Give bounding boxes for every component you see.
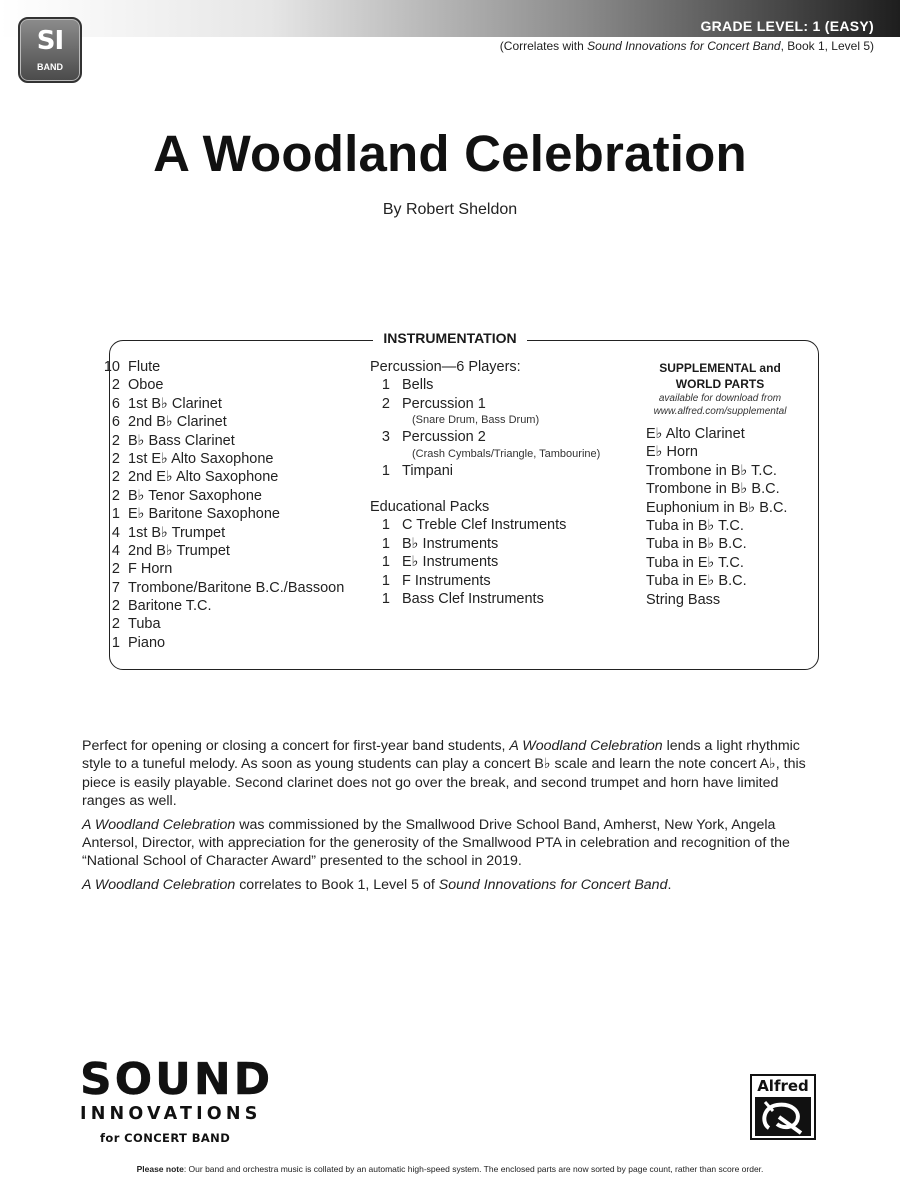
- list-item: 1 F Instruments: [381, 572, 491, 589]
- correlates-suffix: , Book 1, Level 5): [780, 39, 874, 53]
- correlates-note: [500, 39, 874, 53]
- list-item: Tuba in B♭ B.C.: [646, 536, 747, 553]
- list-item: 1 E♭ Baritone Saxophone: [111, 506, 280, 523]
- list-item: 4 1st B♭ Trumpet: [111, 524, 226, 541]
- description: [82, 737, 822, 899]
- percussion-note: (Snare Drum, Bass Drum): [412, 414, 540, 427]
- grade-level: GRADE LEVEL: 1 (EASY): [700, 18, 874, 34]
- concert-band-logo-word: for CONCERT BAND: [100, 1131, 231, 1145]
- list-item: 2 Baritone T.C.: [111, 598, 212, 615]
- educational-packs-heading: Educational Packs: [370, 498, 490, 515]
- alfred-logo: [750, 1074, 816, 1140]
- sound-logo-word: SOUND: [80, 1054, 274, 1105]
- instrumentation-heading: INSTRUMENTATION: [0, 330, 900, 346]
- supplemental-download-note: available for download from www.alfred.com/supplemental: [653, 393, 787, 417]
- percussion-heading: Percussion—6 Players:: [370, 359, 521, 375]
- list-item: 1 Bass Clef Instruments: [381, 590, 544, 607]
- footer-note: Please note: Our band and orchestra music is collated by an automatic high-speed system. The enclosed parts are now sorted by page count, rather than score order.: [136, 1164, 764, 1174]
- si-logo-subtitle: BAND: [37, 62, 63, 72]
- percussion-note: (Crash Cymbals/Triangle, Tambourine): [412, 447, 601, 460]
- description-paragraph: A Woodland Celebration was commissioned by the Smallwood Drive School Band, Amherst, New York, Angela Antersol, Director, with appreciation for the generosity of the Smallwood PTA in celebration and recognition of the “National School of Character Award” presented to the school in 2019.: [82, 816, 790, 870]
- sound-innovations-logo: [80, 1054, 294, 1146]
- si-band-logo: [18, 17, 82, 83]
- list-item: 1 Bells: [381, 377, 434, 394]
- list-item: Tuba in E♭ B.C.: [646, 573, 747, 590]
- list-item: E♭ Horn: [646, 444, 698, 461]
- percussion-and-packs: [370, 358, 600, 608]
- list-item: 10 Flute: [103, 359, 161, 375]
- list-item: Tuba in E♭ T.C.: [646, 554, 744, 571]
- list-item: 2 B♭ Bass Clarinet: [111, 432, 235, 449]
- list-item: 2 1st E♭ Alto Saxophone: [111, 450, 274, 467]
- list-item: Trombone in B♭ T.C.: [646, 462, 777, 479]
- list-item: 1 E♭ Instruments: [381, 554, 499, 571]
- list-item: 1 B♭ Instruments: [381, 535, 499, 552]
- list-item: Tuba in B♭ T.C.: [646, 517, 744, 534]
- list-item: Trombone in B♭ B.C.: [646, 481, 780, 498]
- description-paragraph: Perfect for opening or closing a concert for first-year band students, A Woodland Celebration lends a light rhythmic style to a tuneful melody. As soon as young students can play a concert B♭ scale and learn the note concert A♭, this piece is easily playable. Second clarinet does not go over the break, and second trumpet and horn have limited ranges as well.: [82, 738, 806, 810]
- list-item: 1 Timpani: [381, 462, 454, 479]
- list-item: String Bass: [646, 591, 721, 608]
- list-item: 2 Percussion 1: [381, 395, 486, 412]
- page-title: A Woodland Celebration: [153, 125, 747, 182]
- list-item: 7 Trombone/Baritone B.C./Bassoon: [111, 579, 345, 596]
- si-logo-letters: SI: [36, 26, 64, 56]
- list-item: E♭ Alto Clarinet: [646, 426, 745, 442]
- list-item: 1 C Treble Clef Instruments: [381, 517, 567, 534]
- alfred-music-mark-icon: [755, 1097, 811, 1136]
- correlates-prefix: (Correlates with: [499, 39, 588, 53]
- supplemental-heading: SUPPLEMENTAL and WORLD PARTS: [659, 361, 781, 391]
- correlates-title: Sound Innovations for Concert Band: [587, 39, 781, 53]
- list-item: 4 2nd B♭ Trumpet: [111, 542, 230, 559]
- list-item: 2 Tuba: [111, 616, 161, 633]
- list-item: 2 Oboe: [111, 377, 164, 394]
- list-item: 2 B♭ Tenor Saxophone: [111, 487, 262, 504]
- list-item: 3 Percussion 2: [381, 429, 486, 446]
- description-paragraph: A Woodland Celebration correlates to Book 1, Level 5 of Sound Innovations for Concert Band.: [82, 876, 672, 893]
- innovations-logo-word: INNOVATIONS: [80, 1104, 262, 1124]
- list-item: 6 2nd B♭ Clarinet: [111, 414, 227, 431]
- alfred-logo-word: Alfred: [757, 1077, 809, 1095]
- list-item: 2 F Horn: [111, 561, 173, 578]
- instrument-list: [92, 358, 344, 652]
- list-item: Euphonium in B♭ B.C.: [646, 499, 788, 516]
- composer-byline: By Robert Sheldon: [382, 201, 518, 218]
- list-item: 2 2nd E♭ Alto Saxophone: [111, 469, 279, 486]
- list-item: 6 1st B♭ Clarinet: [111, 395, 222, 412]
- list-item: 1 Piano: [111, 634, 166, 651]
